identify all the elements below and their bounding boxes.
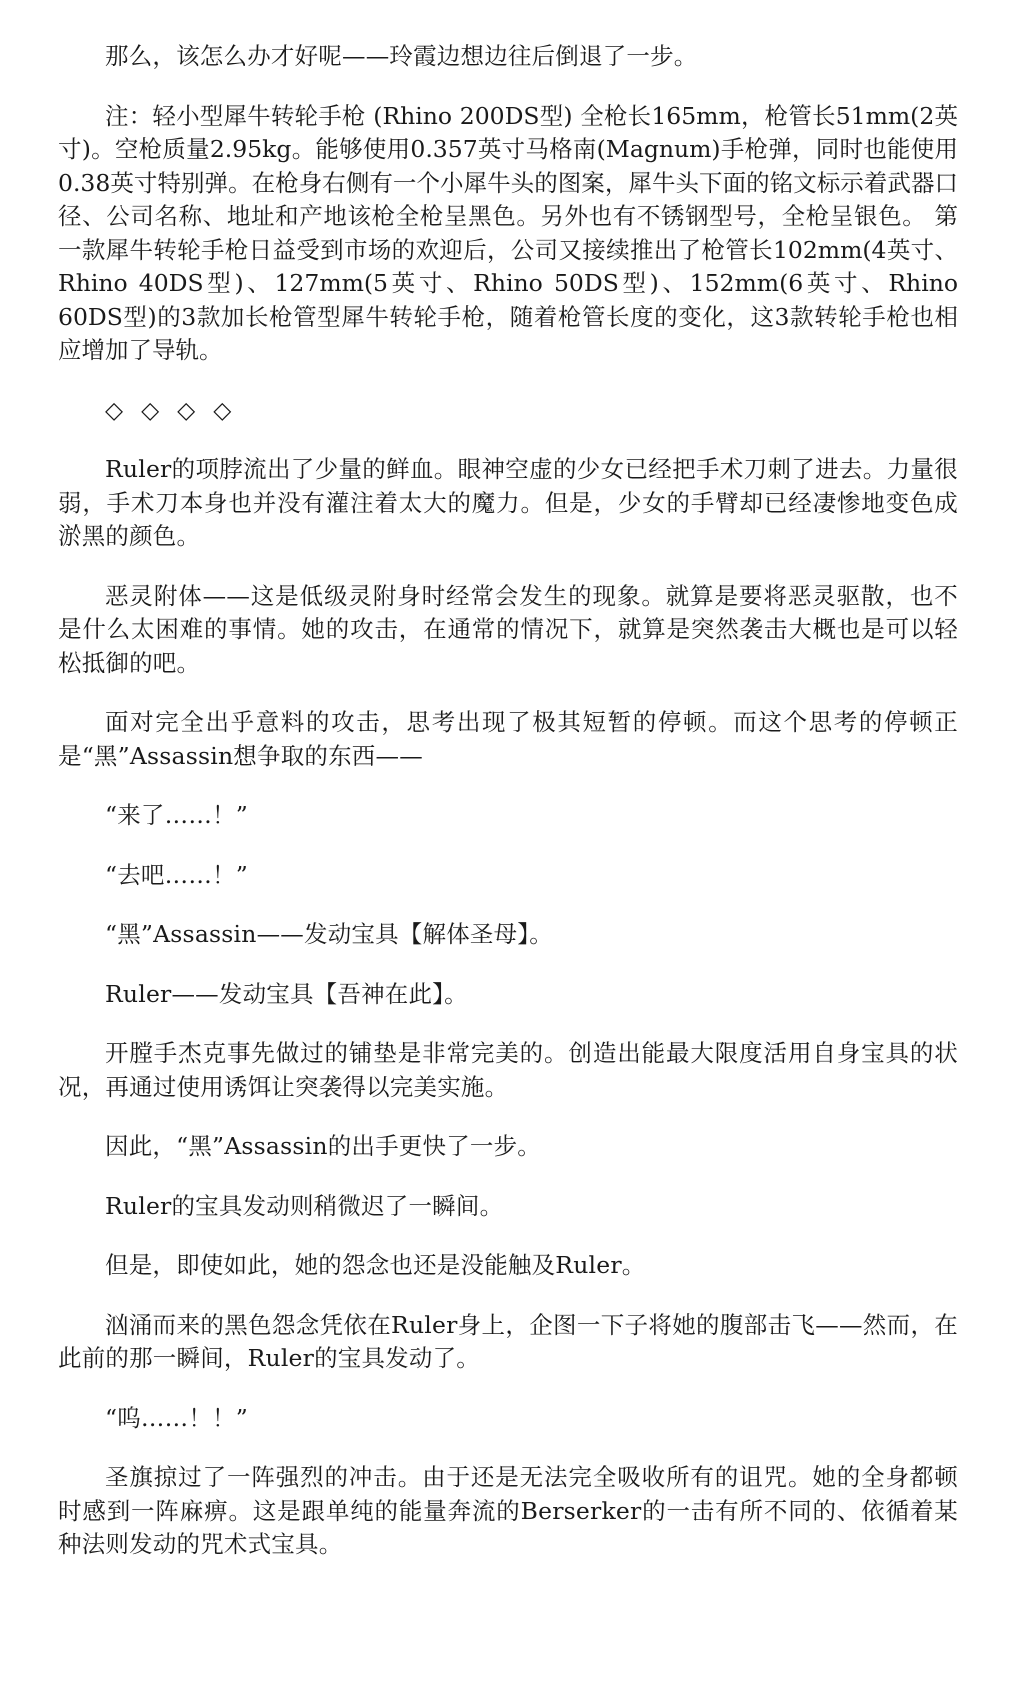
paragraph: 汹涌而来的黑色怨念凭依在Ruler身上，企图一下子将她的腹部击飞——然而，在此前的那一瞬间，Ruler的宝具发动了。 bbox=[58, 1310, 958, 1372]
paragraph: Ruler——发动宝具【吾神在此】。 bbox=[105, 979, 468, 1008]
dialogue-line: “呜……！！” bbox=[105, 1403, 248, 1432]
paragraph: 开膛手杰克事先做过的铺垫是非常完美的。创造出能最大限度活用自身宝具的状况，再通过使用诱饵让突袭得以完美实施。 bbox=[58, 1039, 958, 1101]
paragraph: 恶灵附体——这是低级灵附身时经常会发生的现象。就算是要将恶灵驱散，也不是什么太困难的事情。她的攻击，在通常的情况下，就算是突然袭击大概也是可以轻松抵御的吧。 bbox=[58, 581, 958, 677]
paragraph: Ruler的宝具发动则稍微迟了一瞬间。 bbox=[105, 1191, 504, 1220]
paragraph: 但是，即使如此，她的怨念也还是没能触及Ruler。 bbox=[105, 1251, 646, 1279]
paragraph: “黑”Assassin——发动宝具【解体圣母】。 bbox=[105, 920, 553, 948]
paragraph: Ruler的项脖流出了少量的鲜血。眼神空虚的少女已经把手术刀刺了进去。力量很弱，手术刀本身也并没有灌注着太大的魔力。但是，少女的手臂却已经凄惨地变色成淤黑的颜色。 bbox=[58, 455, 958, 550]
document-page bbox=[58, 40, 958, 1588]
paragraph: 因此，“黑”Assassin的出手更快了一步。 bbox=[105, 1132, 541, 1160]
paragraph: 那么，该怎么办才好呢——玲霞边想边往后倒退了一步。 bbox=[105, 42, 698, 70]
section-separator: ◇◇◇◇ bbox=[105, 395, 250, 424]
paragraph: 圣旗掠过了一阵强烈的冲击。由于还是无法完全吸收所有的诅咒。她的全身都顿时感到一阵麻痹。这是跟单纯的能量奔流的Berserker的一击有所不同的、依循着某种法则发动的咒术式宝具。 bbox=[58, 1463, 958, 1558]
dialogue-line: “去吧……！” bbox=[105, 860, 248, 889]
paragraph: 面对完全出乎意料的攻击，思考出现了极其短暂的停顿。而这个思考的停顿正是“黑”Assassin想争取的东西—— bbox=[58, 708, 958, 770]
dialogue-line: “来了……！” bbox=[105, 801, 248, 829]
footnote-paragraph: 注：轻小型犀牛转轮手枪 (Rhino 200DS型) 全枪长165mm，枪管长51mm(2英寸)。空枪质量2.95kg。能够使用0.357英寸马格南(Magnum)手枪弹，同时也能使用0.38英寸特别弹。在枪身右侧有一个小犀牛头的图案，犀牛头下面的铭文标示着武器口径、公司名称、地址和产地该枪全枪呈黑色。另外也有不锈钢型号，全枪呈银色。 第一款犀牛转轮手枪日益受到市场的欢迎后，公司又接续推出了枪管长102mm(4英寸、Rhino 40DS型)、127mm(5英寸、Rhino 50DS型)、152mm(6英寸、Rhino 60DS型)的3款加长枪管型犀牛转轮手枪，随着枪管长度的变化，这3款转轮手枪也相应增加了导轨。 bbox=[58, 101, 958, 364]
